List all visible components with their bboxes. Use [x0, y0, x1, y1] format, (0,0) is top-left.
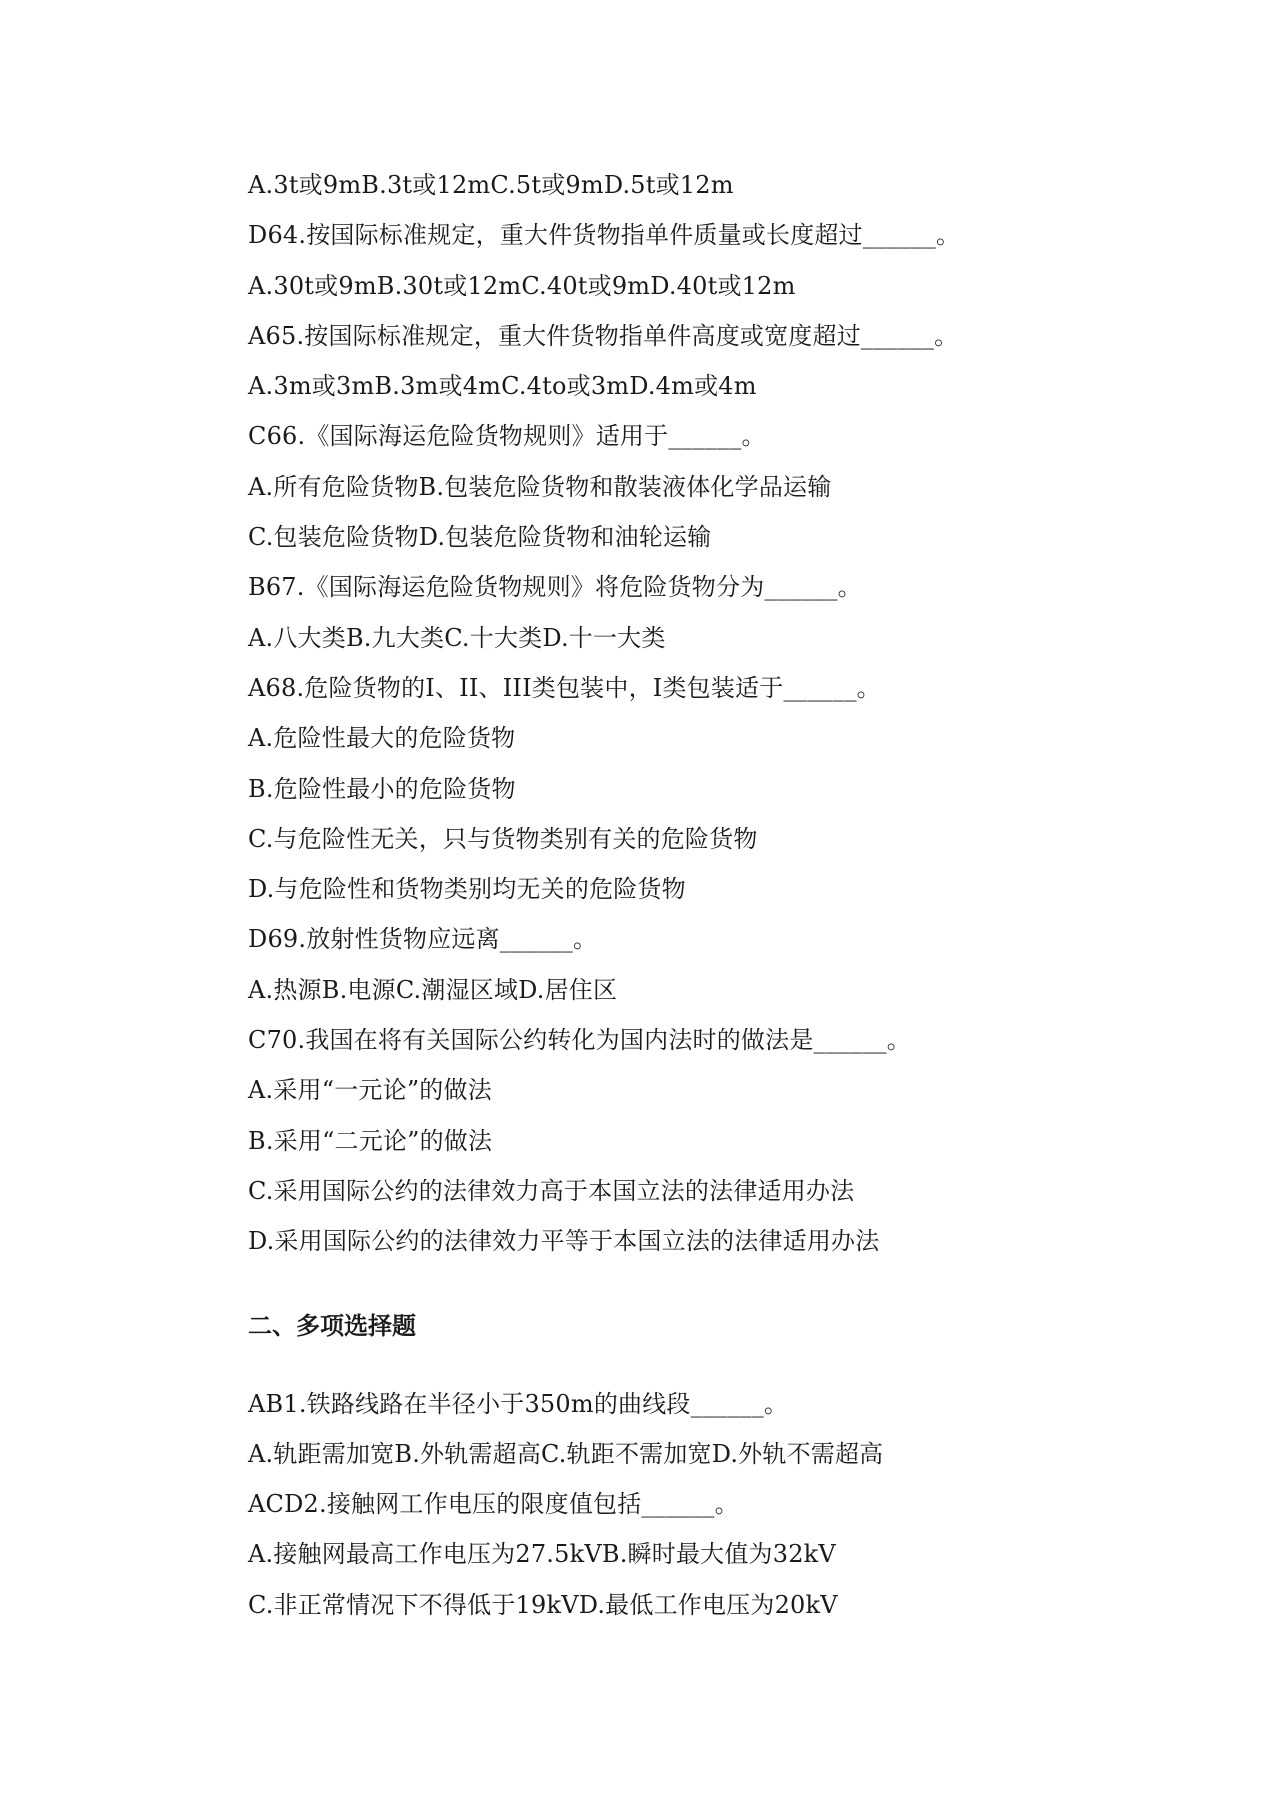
text-line: A.30t或9mB.30t或12mC.40t或9mD.40t或12m — [248, 271, 796, 300]
multiple-choice-section — [248, 1379, 1068, 1630]
text-line: C.与危险性无关，只与货物类别有关的危险货物 — [248, 824, 758, 853]
text-line: C.非正常情况下不得低于19kVD.最低工作电压为20kV — [248, 1590, 838, 1619]
text-line: A.3t或9mB.3t或12mC.5t或9mD.5t或12m — [248, 171, 734, 199]
text-line: A.轨距需加宽B.外轨需超高C.轨距不需加宽D.外轨不需超高 — [248, 1439, 884, 1468]
question-line: D69.放射性货物应远离______。 — [248, 925, 598, 954]
text-line: A.八大类B.九大类C.十大类D.十一大类 — [248, 623, 666, 652]
question-line: C66.《国际海运危险货物规则》适用于______。 — [248, 422, 766, 451]
text-line: C.采用国际公约的法律效力高于本国立法的法律适用办法 — [248, 1176, 855, 1205]
text-line: A.接触网最高工作电压为27.5kVB.瞬时最大值为32kV — [248, 1540, 836, 1569]
text-line: C.包装危险货物D.包装危险货物和油轮运输 — [248, 523, 712, 552]
text-line: A.所有危险货物B.包装危险货物和散装液体化学品运输 — [248, 472, 832, 501]
question-line: AB1.铁路线路在半径小于350m的曲线段______。 — [248, 1389, 789, 1418]
text-line: D.与危险性和货物类别均无关的危险货物 — [248, 875, 686, 904]
text-line: B.采用“二元论”的做法 — [248, 1126, 493, 1155]
text-line: D.采用国际公约的法律效力平等于本国立法的法律适用办法 — [248, 1227, 880, 1256]
question-line: ACD2.接触网工作电压的限度值包括______。 — [248, 1490, 739, 1519]
text-line: A.热源B.电源C.潮湿区域D.居住区 — [248, 975, 618, 1004]
text-line: A.采用“一元论”的做法 — [248, 1076, 492, 1105]
single-choice-continuation — [248, 160, 1068, 1267]
text-line: A.3m或3mB.3m或4mC.4to或3mD.4m或4m — [248, 372, 757, 401]
question-line: C70.我国在将有关国际公约转化为国内法时的做法是______。 — [248, 1026, 911, 1055]
question-line: B67.《国际海运危险货物规则》将危险货物分为______。 — [248, 573, 862, 602]
question-line: A65.按国际标准规定，重大件货物指单件高度或宽度超过______。 — [248, 321, 959, 350]
question-line: A68.危险货物的I、II、III类包装中，I类包装适于______。 — [248, 673, 881, 702]
text-line: B.危险性最小的危险货物 — [248, 774, 516, 803]
question-line: D64.按国际标准规定，重大件货物指单件质量或长度超过______。 — [248, 221, 961, 250]
section-heading: 二、多项选择题 — [248, 1311, 416, 1340]
text-line: A.危险性最大的危险货物 — [248, 724, 516, 753]
document-page — [248, 160, 1068, 1630]
